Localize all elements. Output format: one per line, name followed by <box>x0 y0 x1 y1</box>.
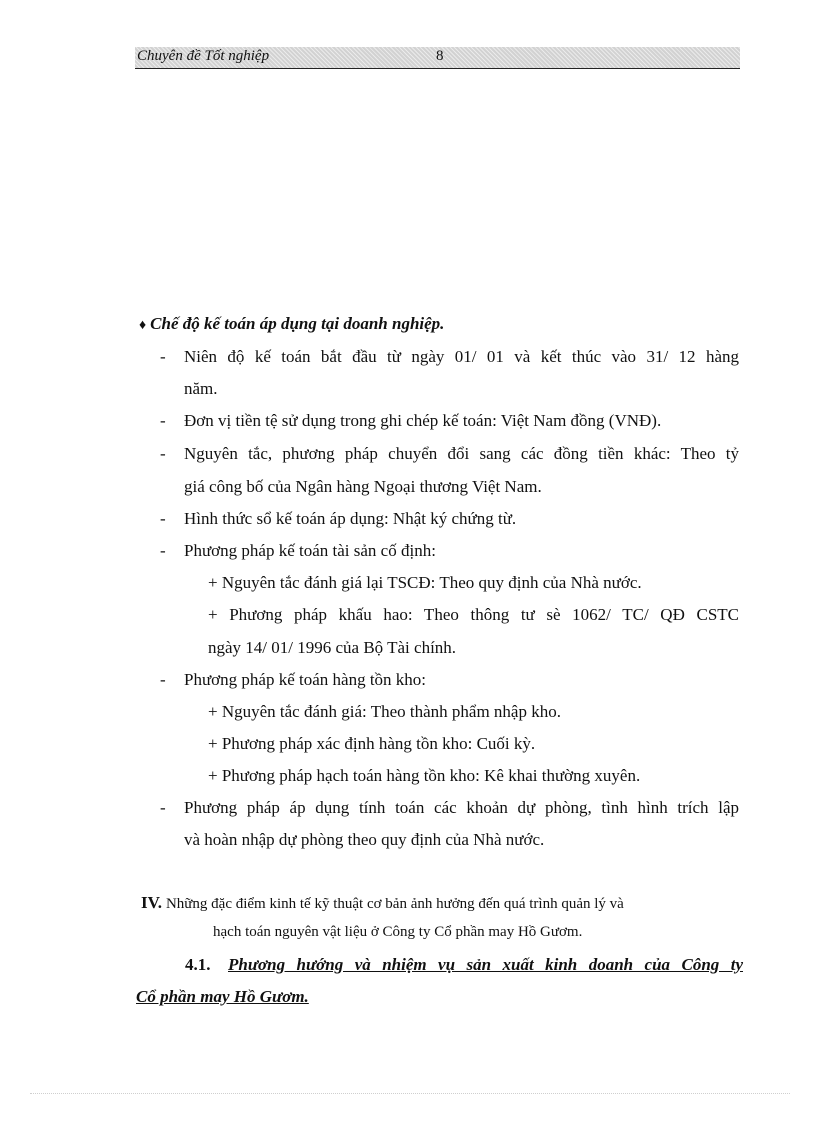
section-heading <box>139 314 444 334</box>
list-bullet: - <box>160 541 166 560</box>
section-heading-text: Chế độ kế toán áp dụng tại doanh nghiệp. <box>150 314 445 333</box>
diamond-bullet-icon: ♦ <box>139 318 147 333</box>
sub-list-item: + Nguyên tắc đánh giá lại TSCĐ: Theo quy định của Nhà nước. <box>208 573 642 592</box>
subsection-number: 4.1. <box>185 955 211 974</box>
footer-divider <box>30 1093 790 1094</box>
subsection-title-continuation: Cổ phần may Hồ Gươm. <box>136 987 309 1006</box>
list-bullet: - <box>160 798 166 817</box>
list-item: Đơn vị tiền tệ sử dụng trong ghi chép kế toán: Việt Nam đồng (VNĐ). <box>184 411 662 430</box>
sub-list-item: + Phương pháp xác định hàng tồn kho: Cuối kỳ. <box>208 734 536 753</box>
list-bullet: - <box>160 411 166 430</box>
section-iv-number: IV. <box>141 893 162 912</box>
list-bullet: - <box>160 347 166 366</box>
list-item-continuation: và hoàn nhập dự phòng theo quy định của Nhà nước. <box>184 830 545 849</box>
list-item-continuation: năm. <box>184 379 218 398</box>
list-item-continuation: giá công bố của Ngân hàng Ngoại thương Việt Nam. <box>184 477 542 496</box>
sub-list-item: + Nguyên tắc đánh giá: Theo thành phẩm nhập kho. <box>208 702 561 721</box>
list-bullet: - <box>160 509 166 528</box>
list-item: Nguyên tắc, phương pháp chuyển đổi sang các đồng tiền khác: Theo tỷ <box>184 444 739 463</box>
list-item: Niên độ kế toán bắt đầu từ ngày 01/ 01 và kết thúc vào 31/ 12 hàng <box>184 347 739 366</box>
list-bullet: - <box>160 444 166 463</box>
list-bullet: - <box>160 670 166 689</box>
subsection-title: Phương hướng và nhiệm vụ sản xuất kinh doanh của Công ty <box>228 955 743 974</box>
header-title: Chuyên đề Tốt nghiệp <box>137 48 270 64</box>
sub-list-item: + Phương pháp khấu hao: Theo thông tư sè 1062/ TC/ QĐ CSTC <box>208 605 739 624</box>
list-item: Phương pháp áp dụng tính toán các khoản dự phòng, tình hình trích lập <box>184 798 739 817</box>
section-iv-line2: hạch toán nguyên vật liệu ở Công ty Cổ phần may Hồ Gươm. <box>213 924 583 940</box>
list-item: Phương pháp kế toán hàng tồn kho: <box>184 670 427 689</box>
list-item: Hình thức sổ kế toán áp dụng: Nhật ký chứng từ. <box>184 509 517 528</box>
sub-list-item: + Phương pháp hạch toán hàng tồn kho: Kê khai thường xuyên. <box>208 766 641 785</box>
section-iv-heading <box>141 893 624 913</box>
sub-list-item-continuation: ngày 14/ 01/ 1996 của Bộ Tài chính. <box>208 638 457 657</box>
section-iv-line1: Những đặc điểm kinh tế kỹ thuật cơ bản ảnh hưởng đến quá trình quản lý và <box>165 896 624 912</box>
page-number: 8 <box>436 48 444 64</box>
page-header <box>135 47 740 69</box>
list-item: Phương pháp kế toán tài sản cố định: <box>184 541 436 560</box>
